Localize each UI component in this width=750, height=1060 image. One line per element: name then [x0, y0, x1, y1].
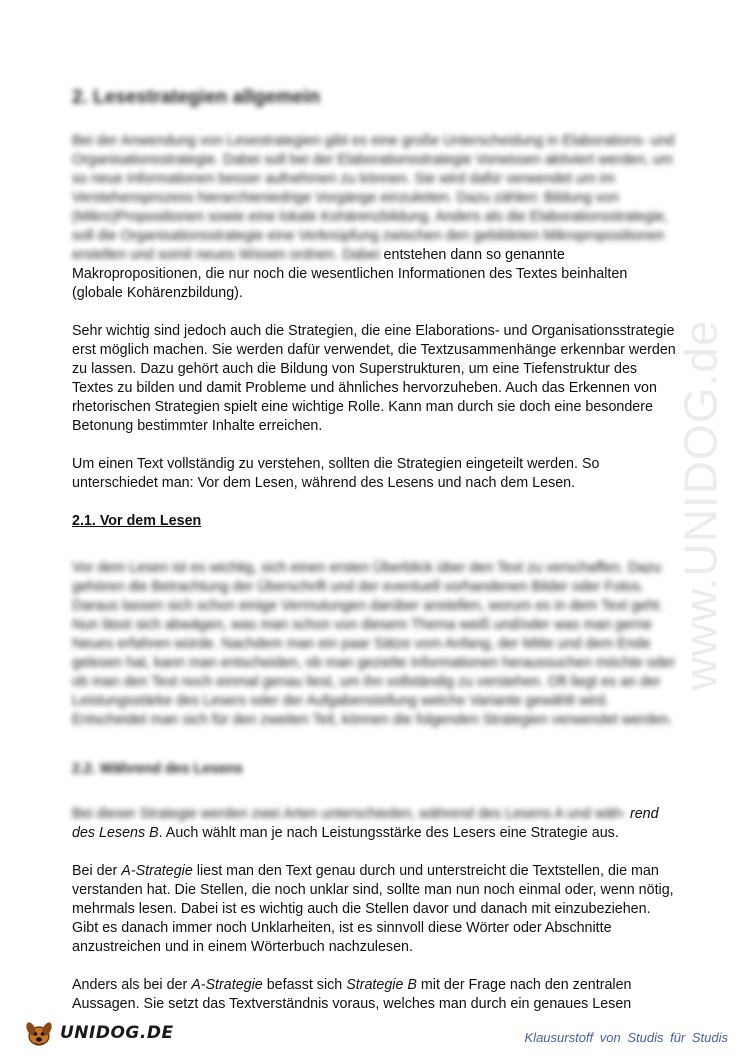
- paragraph-classification: Um einen Text vollständig zu verstehen, sollten die Strategien eingeteilt werden. So unterschiedet man: Vor dem Lesen, während des Lesens und nach dem Lesen.: [72, 456, 600, 491]
- intro-blurred-text: Bei der Anwendung von Lesestrategien gibt es eine große Unterscheidung in Elaborations- und Organisationsstrategie. Dabei soll bei der Elaborationsstrategie Vorwissen aktiviert werden, um so neue Informationen besser aufnehmen zu können. Sie wird dafür verwendet um im Verstehensprozess hierarchieniedrige Vorgänge einzuleiten. Dazu zählen: Bildung von (Mikro)Propositionen sowie eine lokale Kohärenzbildung. Anders als die Elaborationsstrategie, soll die Organisationsstrategie eine Verknüpfung zwischen den gebildeten Mikropropositionen erstellen und somit neues Wissen ordnen. Dabei: [72, 133, 675, 263]
- unidog-logo: [22, 1016, 174, 1050]
- intro-visible-text: entstehen dann so genannte Makropropositionen, die nur noch die wesentlichen Informationen des Textes beinhalten (globale Kohärenzbildung).: [72, 247, 628, 301]
- dog-mascot-icon: [22, 1016, 56, 1050]
- subsection-title-before-reading: 2.1. Vor dem Lesen: [72, 513, 202, 529]
- intro-paragraph: [72, 132, 678, 303]
- document-body: [72, 86, 678, 1014]
- b-strategy-lead: Anders als bei der: [72, 977, 192, 993]
- paragraph-before-reading: Vor dem Lesen ist es wichtig, sich einen ersten Überblick über den Text zu verschaffen. Dazu gehören die Betrachtung der Überschrift und der eventuell vorhandenen Bilder oder Fotos. Daraus lassen sich schon einige Vermutungen darüber anstellen, worum es in dem Text geht. Nun lässt sich abwägen, was man schon von diesem Thema weiß und/oder was man gerne Neues erfahren würde. Nachdem man ein paar Sätze vom Anfang, der Mitte und dem Ende gelesen hat, kann man entscheiden, ob man gezielte Informationen heraussuchen möchte oder ob man den Text noch einmal genau liest, um ihn vollständig zu verstehen. Oft liegt es an der Leistungsstärke des Lesers oder der Aufgabenstellung welche Variante gewählt wird. Entscheidet man sich für den zweiten Teil, können die folgenden Strategien verwendet werden.: [72, 560, 676, 728]
- watermark-text: www.UNIDOG.de: [674, 319, 727, 691]
- b-strategy-term-a: A-Strategie: [191, 977, 263, 993]
- paragraph-a-strategy: [72, 862, 678, 957]
- b-strategy-body: mit der Frage nach den zentralen Aussagen. Sie setzt das Textverständnis voraus, welches man durch ein genaues Lesen: [72, 977, 632, 1012]
- paragraph-during-reading-intro: [72, 805, 678, 843]
- paragraph-b-strategy: [72, 976, 678, 1014]
- during-reading-rest: . Auch wählt man je nach Leistungsstärke des Lesers eine Strategie aus.: [158, 825, 619, 841]
- b-strategy-mid: befasst sich: [262, 977, 347, 993]
- subsection-title-during-reading: 2.2. Während des Lesens: [72, 761, 243, 777]
- during-reading-blurred-text: Bei dieser Strategie werden zwei Arten unterschieden, während des Lesens A und wäh-: [72, 806, 626, 822]
- during-reading-italic: rend des Lesens B: [72, 806, 659, 841]
- section-title: 2. Lesestrategien allgemein: [72, 87, 321, 108]
- footer-tagline: Klausurstoff von Studis für Studis: [524, 1030, 728, 1045]
- a-strategy-body: liest man den Text genau durch und unterstreicht die Textstellen, die man verstanden hat. Die Stellen, die noch unklar sind, sollte man nun noch einmal oder, wenn nötig, mehrmals lesen. Dabei ist es wichtig auch die Stellen davor und danach mit einzubeziehen. Gibt es danach immer noch Unklarheiten, ist es sinnvoll diese Wörter oder Abschnitte anzustreichen und in einem Wörterbuch nachzulesen.: [72, 863, 674, 955]
- a-strategy-term: A-Strategie: [121, 863, 193, 879]
- a-strategy-lead: Bei der: [72, 863, 122, 879]
- paragraph-strategies: Sehr wichtig sind jedoch auch die Strategien, die eine Elaborations- und Organisationsstrategie erst möglich machen. Sie werden dafür verwendet, die Textzusammenhänge erkennbar werden zu lassen. Dazu gehört auch die Bildung von Superstrukturen, um eine Tiefenstruktur des Textes zu bilden und damit Probleme und ähnliches hervorzuheben. Auch das Erkennen von rhetorischen Strategien spielt eine wichtige Rolle. Kann man durch sie doch eine besondere Betonung bestimmter Inhalte erreichen.: [72, 323, 676, 434]
- b-strategy-term-b: Strategie B: [346, 977, 417, 993]
- page-footer: [0, 1010, 750, 1060]
- logo-text: UNIDOG.DE: [60, 1023, 174, 1043]
